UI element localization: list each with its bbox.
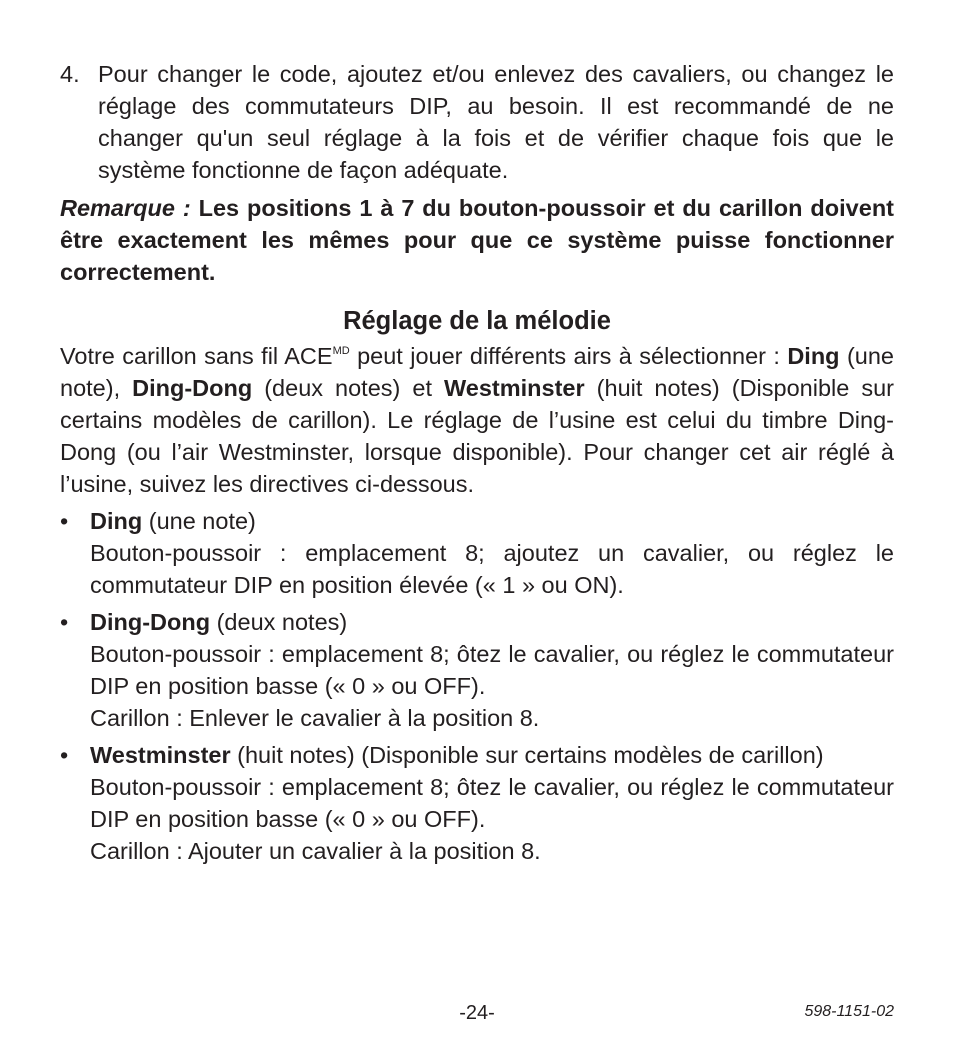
step-number: 4. xyxy=(60,61,80,87)
list-item-text: Bouton-poussoir : emplacement 8; ôtez le cavalier, ou réglez le commutateur DIP en position basse (« 0 » ou OFF). xyxy=(90,641,894,699)
list-item-title: Ding xyxy=(90,508,143,534)
list-item-title-line xyxy=(90,739,894,771)
list-item-text: Carillon : Enlever le cavalier à la position 8. xyxy=(90,705,540,731)
intro-part-1: Votre carillon sans fil ACE xyxy=(60,343,333,369)
intro-ding: Ding xyxy=(787,343,840,369)
list-item-ding xyxy=(60,505,894,601)
list-item-title: Ding-Dong xyxy=(90,609,211,635)
note-label: Remarque : xyxy=(60,195,191,221)
list-item-text: Bouton-poussoir : emplacement 8; ôtez le cavalier, ou réglez le commutateur DIP en position basse (« 0 » ou OFF). xyxy=(90,774,894,832)
intro-part-5: (huit notes) (Disponible sur certains modèles de carillon). Le réglage de l’usine est celui du timbre Ding-Dong (ou l’air Westminster, lorsque disponible). Pour changer cet air réglé à l’usine, suivez les directives ci-dessous. xyxy=(60,375,894,497)
list-item-body xyxy=(90,606,894,734)
section-heading: Réglage de la mélodie xyxy=(343,307,611,335)
list-item-text: Carillon : Ajouter un cavalier à la position 8. xyxy=(90,838,541,864)
list-item-title: Westminster xyxy=(90,742,231,768)
list-item-body xyxy=(90,739,894,867)
bullet-marker: • xyxy=(60,609,69,635)
intro-part-4: (deux notes) et xyxy=(252,375,445,401)
step-text: Pour changer le code, ajoutez et/ou enlevez des cavaliers, ou changez le réglage des commutateurs DIP, au besoin. Il est recommandé de ne changer qu'un seul réglage à la fois et de vérifier chaque fois que le système fonctionne de façon adéquate. xyxy=(98,61,894,183)
document-code: 598-1151-02 xyxy=(804,1003,894,1020)
list-item-title-line xyxy=(90,505,894,537)
list-item-body xyxy=(90,505,894,601)
list-item-text: Bouton-poussoir : emplacement 8; ajoutez un cavalier, ou réglez le commutateur DIP en position élevée (« 1 » ou ON). xyxy=(90,540,894,598)
step-4 xyxy=(60,58,894,186)
list-item-subtitle: (une note) xyxy=(142,508,256,534)
trademark-superscript: MD xyxy=(332,345,350,357)
intro-westminster: Westminster xyxy=(444,375,585,401)
melody-list xyxy=(60,505,894,867)
note-text: Les positions 1 à 7 du bouton-poussoir et du carillon doivent être exactement les mêmes pour que ce système puisse fonctionner correctement. xyxy=(60,195,894,285)
intro-part-2: peut jouer différents airs à sélectionner : xyxy=(349,343,788,369)
intro-dingdong: Ding-Dong xyxy=(132,375,253,401)
intro-paragraph xyxy=(60,340,894,500)
list-item-subtitle: (deux notes) xyxy=(210,609,348,635)
note-paragraph xyxy=(60,192,894,288)
bullet-marker: • xyxy=(60,742,69,768)
document-page xyxy=(60,58,894,872)
list-item-subtitle: (huit notes) (Disponible sur certains modèles de carillon) xyxy=(230,742,824,768)
bullet-marker: • xyxy=(60,508,69,534)
page-number: -24- xyxy=(459,1002,495,1024)
list-item-dingdong xyxy=(60,606,894,734)
intro-part-3: (une note), xyxy=(60,343,894,401)
list-item-westminster xyxy=(60,739,894,867)
list-item-title-line xyxy=(90,606,894,638)
